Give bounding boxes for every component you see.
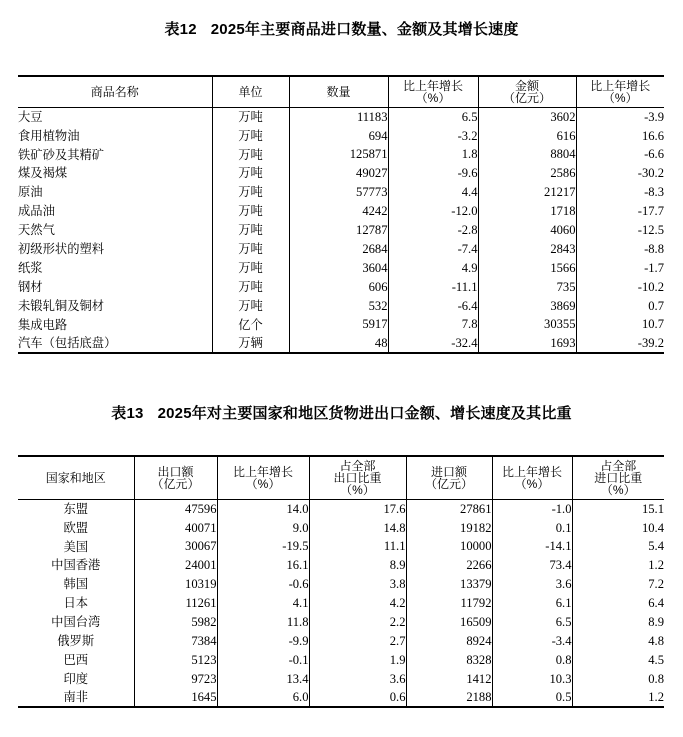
table13-body (18, 500, 664, 708)
region-export: 10319 (134, 575, 217, 594)
region-name: 欧盟 (18, 518, 134, 537)
table-row (18, 296, 664, 315)
commodity-unit: 万吨 (212, 183, 289, 202)
table13-col-import-growth: 比上年增长 （%） (492, 456, 572, 500)
region-import-growth: 6.1 (492, 594, 572, 613)
table13-col-region: 国家和地区 (18, 456, 134, 500)
commodity-name: 原油 (18, 183, 212, 202)
commodity-unit: 万吨 (212, 221, 289, 240)
commodity-amount: 3869 (478, 296, 576, 315)
commodity-name: 纸浆 (18, 259, 212, 278)
commodity-amount: 735 (478, 278, 576, 297)
table12-body (18, 108, 664, 354)
table-row (18, 500, 664, 519)
region-import-share: 1.2 (572, 688, 664, 707)
region-name: 日本 (18, 594, 134, 613)
commodity-quantity: 4242 (289, 202, 388, 221)
commodity-name: 煤及褐煤 (18, 164, 212, 183)
table-row (18, 126, 664, 145)
commodity-name: 初级形状的塑料 (18, 240, 212, 259)
region-import-growth: 0.5 (492, 688, 572, 707)
commodity-quantity-growth: -32.4 (388, 334, 478, 353)
table13-col-export-growth: 比上年增长 （%） (217, 456, 309, 500)
region-export: 40071 (134, 518, 217, 537)
commodity-name: 食用植物油 (18, 126, 212, 145)
region-export-growth: 16.1 (217, 556, 309, 575)
table-row (18, 670, 664, 689)
region-name: 中国香港 (18, 556, 134, 575)
table-row (18, 556, 664, 575)
region-import-growth: -1.0 (492, 500, 572, 519)
commodity-unit: 万吨 (212, 240, 289, 259)
commodity-unit: 万吨 (212, 259, 289, 278)
commodity-quantity-growth: -3.2 (388, 126, 478, 145)
table12-col-quantity: 数量 (289, 76, 388, 108)
region-name: 印度 (18, 670, 134, 689)
commodity-amount: 30355 (478, 315, 576, 334)
region-export: 11261 (134, 594, 217, 613)
region-name: 俄罗斯 (18, 632, 134, 651)
table-row (18, 651, 664, 670)
region-export-share: 14.8 (309, 518, 406, 537)
table-row (18, 334, 664, 353)
region-export-growth: -0.1 (217, 651, 309, 670)
region-import-share: 15.1 (572, 500, 664, 519)
commodity-quantity-growth: 4.9 (388, 259, 478, 278)
region-export-share: 1.9 (309, 651, 406, 670)
commodity-amount-growth: -17.7 (576, 202, 664, 221)
commodity-name: 钢材 (18, 278, 212, 297)
region-export-share: 2.2 (309, 613, 406, 632)
table12-col-qty-growth: 比上年增长 （%） (388, 76, 478, 108)
region-import: 27861 (406, 500, 492, 519)
commodity-amount-growth: -10.2 (576, 278, 664, 297)
region-export-share: 17.6 (309, 500, 406, 519)
commodity-amount-growth: -8.3 (576, 183, 664, 202)
commodity-unit: 万辆 (212, 334, 289, 353)
table12-col-amt-growth: 比上年增长 （%） (576, 76, 664, 108)
commodity-quantity: 12787 (289, 221, 388, 240)
commodity-unit: 万吨 (212, 126, 289, 145)
commodity-amount: 8804 (478, 145, 576, 164)
region-export: 1645 (134, 688, 217, 707)
commodity-quantity: 48 (289, 334, 388, 353)
table12 (18, 75, 664, 354)
table12-col-amount: 金额 （亿元） (478, 76, 576, 108)
region-export-growth: 4.1 (217, 594, 309, 613)
region-export-growth: -9.9 (217, 632, 309, 651)
table-row (18, 108, 664, 127)
commodity-name: 铁矿砂及其精矿 (18, 145, 212, 164)
commodity-unit: 亿个 (212, 315, 289, 334)
region-import-share: 6.4 (572, 594, 664, 613)
table-row (18, 164, 664, 183)
region-import-growth: -3.4 (492, 632, 572, 651)
commodity-unit: 万吨 (212, 296, 289, 315)
table-row (18, 240, 664, 259)
commodity-amount-growth: -6.6 (576, 145, 664, 164)
commodity-quantity: 532 (289, 296, 388, 315)
region-name: 美国 (18, 537, 134, 556)
commodity-quantity-growth: -12.0 (388, 202, 478, 221)
table12-wrapper (18, 75, 664, 354)
commodity-amount: 3602 (478, 108, 576, 127)
region-export-share: 2.7 (309, 632, 406, 651)
region-import-share: 10.4 (572, 518, 664, 537)
region-export-share: 3.8 (309, 575, 406, 594)
region-import: 2188 (406, 688, 492, 707)
region-export: 47596 (134, 500, 217, 519)
table-row (18, 688, 664, 707)
region-import: 1412 (406, 670, 492, 689)
region-name: 中国台湾 (18, 613, 134, 632)
region-export-growth: 11.8 (217, 613, 309, 632)
commodity-amount-growth: 10.7 (576, 315, 664, 334)
region-export-growth: 6.0 (217, 688, 309, 707)
table-row (18, 145, 664, 164)
table12-col-unit: 单位 (212, 76, 289, 108)
commodity-quantity: 49027 (289, 164, 388, 183)
region-import-share: 8.9 (572, 613, 664, 632)
table-row (18, 594, 664, 613)
region-name: 韩国 (18, 575, 134, 594)
region-import: 10000 (406, 537, 492, 556)
region-export-growth: 9.0 (217, 518, 309, 537)
table-row (18, 183, 664, 202)
commodity-unit: 万吨 (212, 164, 289, 183)
table-row (18, 259, 664, 278)
region-export-growth: 14.0 (217, 500, 309, 519)
commodity-amount: 1693 (478, 334, 576, 353)
region-export-share: 11.1 (309, 537, 406, 556)
region-export: 7384 (134, 632, 217, 651)
commodity-amount: 21217 (478, 183, 576, 202)
region-import-growth: 10.3 (492, 670, 572, 689)
region-import: 19182 (406, 518, 492, 537)
table13-col-import-share: 占全部 进口比重 （%） (572, 456, 664, 500)
table12-header-row (18, 76, 664, 108)
table-row (18, 613, 664, 632)
region-export-share: 0.6 (309, 688, 406, 707)
table-row (18, 221, 664, 240)
region-import: 13379 (406, 575, 492, 594)
region-export-growth: 13.4 (217, 670, 309, 689)
region-import: 16509 (406, 613, 492, 632)
commodity-quantity-growth: -9.6 (388, 164, 478, 183)
commodity-quantity-growth: -2.8 (388, 221, 478, 240)
table13-header-row (18, 456, 664, 500)
commodity-amount-growth: -1.7 (576, 259, 664, 278)
commodity-name: 未锻轧铜及铜材 (18, 296, 212, 315)
region-export: 9723 (134, 670, 217, 689)
commodity-quantity-growth: -7.4 (388, 240, 478, 259)
region-import: 2266 (406, 556, 492, 575)
table13-title-text: 2025年对主要国家和地区货物进出口金额、增长速度及其比重 (157, 405, 572, 422)
region-import-share: 1.2 (572, 556, 664, 575)
table-row (18, 632, 664, 651)
table-row (18, 537, 664, 556)
region-import-share: 4.8 (572, 632, 664, 651)
commodity-quantity-growth: 6.5 (388, 108, 478, 127)
table13-col-import: 进口额 （亿元） (406, 456, 492, 500)
table-row (18, 278, 664, 297)
table13-title (0, 402, 683, 423)
table13-header (18, 456, 664, 500)
commodity-quantity: 11183 (289, 108, 388, 127)
region-name: 巴西 (18, 651, 134, 670)
table12-title-number: 表12 (164, 21, 197, 38)
commodity-unit: 万吨 (212, 278, 289, 297)
region-export: 24001 (134, 556, 217, 575)
commodity-quantity-growth: -6.4 (388, 296, 478, 315)
commodity-amount-growth: -39.2 (576, 334, 664, 353)
region-import-share: 0.8 (572, 670, 664, 689)
table13-col-export: 出口额 （亿元） (134, 456, 217, 500)
commodity-quantity: 606 (289, 278, 388, 297)
commodity-unit: 万吨 (212, 202, 289, 221)
commodity-quantity: 57773 (289, 183, 388, 202)
commodity-amount-growth: -3.9 (576, 108, 664, 127)
table12-title-text: 2025年主要商品进口数量、金额及其增长速度 (210, 21, 519, 38)
region-import: 8328 (406, 651, 492, 670)
commodity-amount-growth: 16.6 (576, 126, 664, 145)
commodity-quantity-growth: 1.8 (388, 145, 478, 164)
region-name: 南非 (18, 688, 134, 707)
commodity-quantity: 3604 (289, 259, 388, 278)
commodity-quantity-growth: 7.8 (388, 315, 478, 334)
commodity-unit: 万吨 (212, 145, 289, 164)
region-import-growth: 3.6 (492, 575, 572, 594)
region-export-growth: -0.6 (217, 575, 309, 594)
commodity-amount: 2843 (478, 240, 576, 259)
table12-header (18, 76, 664, 108)
table13-title-number: 表13 (111, 405, 144, 422)
commodity-amount-growth: -12.5 (576, 221, 664, 240)
region-export: 30067 (134, 537, 217, 556)
commodity-quantity-growth: 4.4 (388, 183, 478, 202)
region-import-growth: 0.8 (492, 651, 572, 670)
table-row (18, 518, 664, 537)
region-import-share: 7.2 (572, 575, 664, 594)
commodity-unit: 万吨 (212, 108, 289, 127)
commodity-amount: 4060 (478, 221, 576, 240)
region-import: 8924 (406, 632, 492, 651)
region-export-share: 3.6 (309, 670, 406, 689)
region-import-growth: 6.5 (492, 613, 572, 632)
region-name: 东盟 (18, 500, 134, 519)
commodity-quantity: 125871 (289, 145, 388, 164)
commodity-name: 成品油 (18, 202, 212, 221)
commodity-amount-growth: -8.8 (576, 240, 664, 259)
region-export: 5123 (134, 651, 217, 670)
commodity-amount: 1566 (478, 259, 576, 278)
region-export-share: 8.9 (309, 556, 406, 575)
table13-col-export-share: 占全部 出口比重 （%） (309, 456, 406, 500)
table12-col-name: 商品名称 (18, 76, 212, 108)
commodity-amount-growth: -30.2 (576, 164, 664, 183)
table12-title (0, 18, 683, 39)
commodity-quantity-growth: -11.1 (388, 278, 478, 297)
commodity-name: 汽车（包括底盘） (18, 334, 212, 353)
region-import-share: 5.4 (572, 537, 664, 556)
region-import-share: 4.5 (572, 651, 664, 670)
region-import-growth: -14.1 (492, 537, 572, 556)
table-row (18, 202, 664, 221)
commodity-quantity: 694 (289, 126, 388, 145)
commodity-name: 大豆 (18, 108, 212, 127)
table13-wrapper (18, 455, 664, 708)
commodity-quantity: 5917 (289, 315, 388, 334)
commodity-amount: 2586 (478, 164, 576, 183)
region-import-growth: 73.4 (492, 556, 572, 575)
commodity-amount: 1718 (478, 202, 576, 221)
commodity-name: 集成电路 (18, 315, 212, 334)
commodity-amount: 616 (478, 126, 576, 145)
region-export-growth: -19.5 (217, 537, 309, 556)
region-export: 5982 (134, 613, 217, 632)
region-export-share: 4.2 (309, 594, 406, 613)
commodity-amount-growth: 0.7 (576, 296, 664, 315)
table13 (18, 455, 664, 708)
region-import: 11792 (406, 594, 492, 613)
commodity-quantity: 2684 (289, 240, 388, 259)
table-row (18, 315, 664, 334)
region-import-growth: 0.1 (492, 518, 572, 537)
commodity-name: 天然气 (18, 221, 212, 240)
table-row (18, 575, 664, 594)
